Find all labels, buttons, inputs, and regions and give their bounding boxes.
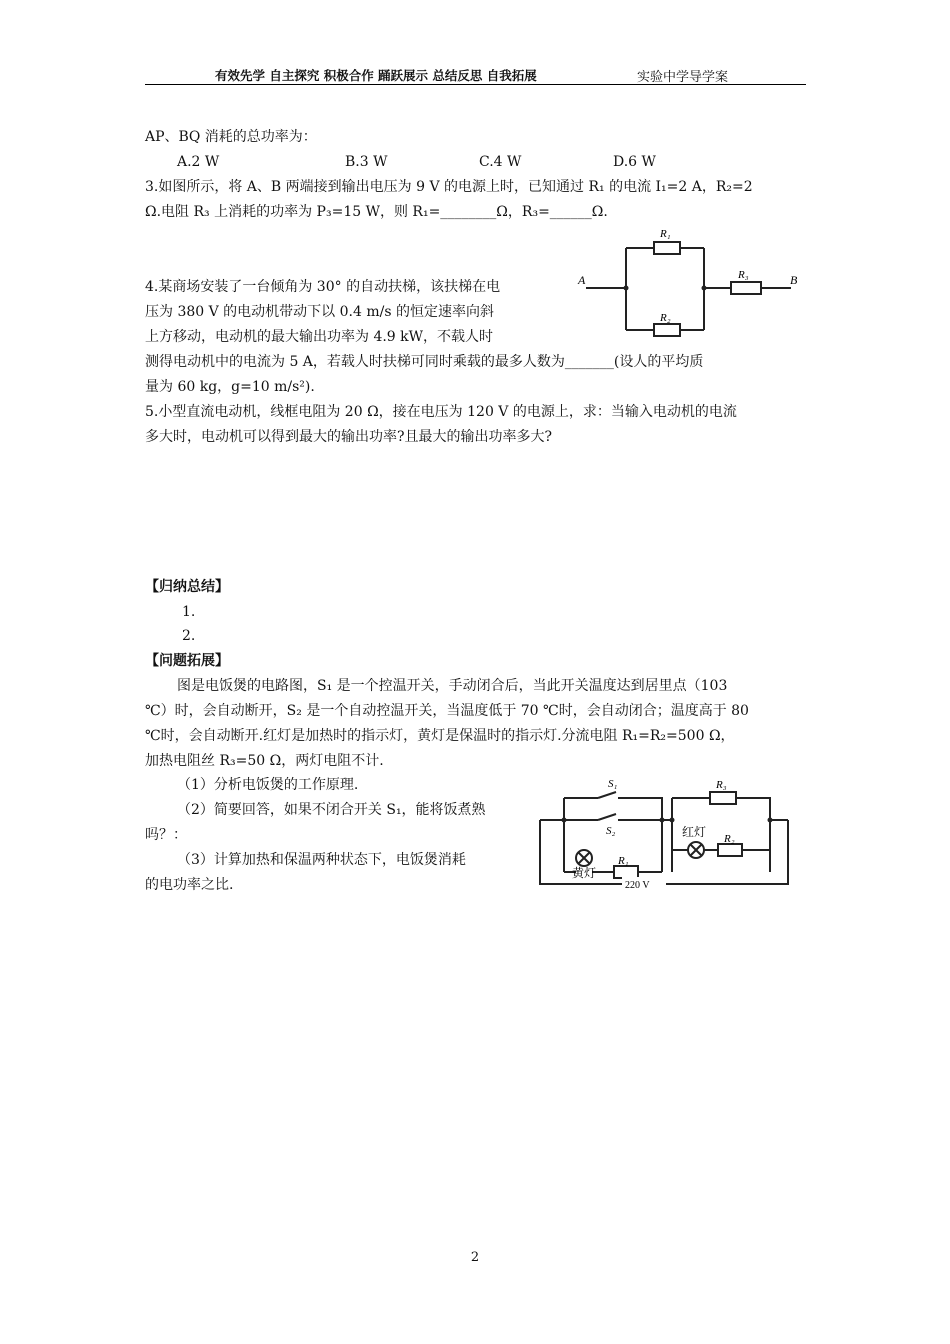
summary-item-2: 2. xyxy=(182,628,196,644)
header-mottos: 有效先学 自主探究 积极合作 踊跃展示 总结反思 自我拓展 xyxy=(215,68,537,83)
q4-line-5: 量为 60 kg，g=10 m/s²). xyxy=(145,379,315,395)
extension-sub-2b: 吗？： xyxy=(145,827,187,843)
extension-p1: 图是电饭煲的电路图，S₁ 是一个控温开关，手动闭合后，当此开关温度达到居里点（103 xyxy=(177,678,728,694)
page-number: 2 xyxy=(470,1250,480,1265)
q5-line-1: 5.小型直流电动机，线框电阻为 20 Ω，接在电压为 120 V 的电源上，求：当输入电动机的电流 xyxy=(145,404,737,420)
page-header xyxy=(145,64,806,85)
q4-line-4: 测得电动机中的电流为 5 A，若载人时扶梯可同时乘载的最多人数为_______(设人的平均质 xyxy=(145,354,704,370)
extension-p3: ℃时，会自动断开.红灯是加热时的指示灯，黄灯是保温时的指示灯.分流电阻 R₁=R₂=500 Ω， xyxy=(145,728,735,744)
extension-sub-2a: （2）简要回答，如果不闭合开关 S₁，能将饭煮熟 xyxy=(177,802,486,818)
circuit2-label-red-lamp: 红灯 xyxy=(682,825,707,839)
q2-option-b: B.3 W xyxy=(345,154,388,170)
extension-p2: ℃）时，会自动断开，S₂ 是一个自动控温开关，当温度低于 70 ℃时，会自动闭合；温度高于 80 xyxy=(145,703,749,719)
q2-stem-tail: AP、BQ 消耗的总功率为： xyxy=(145,129,317,145)
q2-options xyxy=(145,153,705,171)
circuit1-label-b: B xyxy=(790,273,798,287)
circuit2-label-s2: S₂ xyxy=(606,825,616,837)
q5-line-2: 多大时，电动机可以得到最大的输出功率?且最大的输出功率多大? xyxy=(145,429,553,445)
q3-line-2: Ω.电阻 R₃ 上消耗的功率为 P₃=15 W，则 R₁=________Ω，R₃=______Ω. xyxy=(145,204,608,220)
circuit1-label-r2: R₂ xyxy=(660,312,671,324)
q2-option-d: D.6 W xyxy=(613,154,656,170)
circuit2-label-r1: R₁ xyxy=(618,855,629,867)
circuit1-label-r3: R₃ xyxy=(738,269,749,281)
extension-p4: 加热电阻丝 R₃=50 Ω，两灯电阻不计. xyxy=(145,753,384,769)
circuit-diagram-2 xyxy=(536,776,792,892)
summary-heading: 【归纳总结】 xyxy=(145,579,229,595)
q4-line-2: 压为 380 V 的电动机带动下以 0.4 m/s 的恒定速率向斜 xyxy=(145,304,494,320)
circuit2-label-r3: R₃ xyxy=(716,779,727,791)
header-school: 实验中学导学案 xyxy=(637,70,729,85)
extension-sub-3b: 的电功率之比. xyxy=(145,877,234,893)
circuit-diagram-1 xyxy=(576,226,806,338)
extension-heading: 【问题拓展】 xyxy=(145,653,229,669)
q4-line-3: 上方移动，电动机的最大输出功率为 4.9 kW，不载人时 xyxy=(145,329,494,345)
circuit2-label-voltage: 220 V xyxy=(625,880,650,891)
circuit2-label-yellow-lamp: 黄灯 xyxy=(572,866,597,880)
q2-option-c: C.4 W xyxy=(479,154,522,170)
circuit1-label-r1: R₁ xyxy=(660,228,671,240)
circuit1-label-a: A xyxy=(578,273,586,287)
extension-sub-3a: （3）计算加热和保温两种状态下，电饭煲消耗 xyxy=(177,852,466,868)
extension-sub-1: （1）分析电饭煲的工作原理. xyxy=(177,777,359,793)
q4-line-1: 4.某商场安装了一台倾角为 30° 的自动扶梯，该扶梯在电 xyxy=(145,279,501,295)
summary-item-1: 1. xyxy=(182,604,196,620)
q3-line-1: 3.如图所示，将 A、B 两端接到输出电压为 9 V 的电源上时，已知通过 R₁ 的电流 I₁=2 A，R₂=2 xyxy=(145,179,753,195)
circuit2-label-r2: R₂ xyxy=(724,833,735,845)
q2-option-a: A.2 W xyxy=(177,154,220,170)
circuit2-label-s1: S₁ xyxy=(608,778,618,790)
